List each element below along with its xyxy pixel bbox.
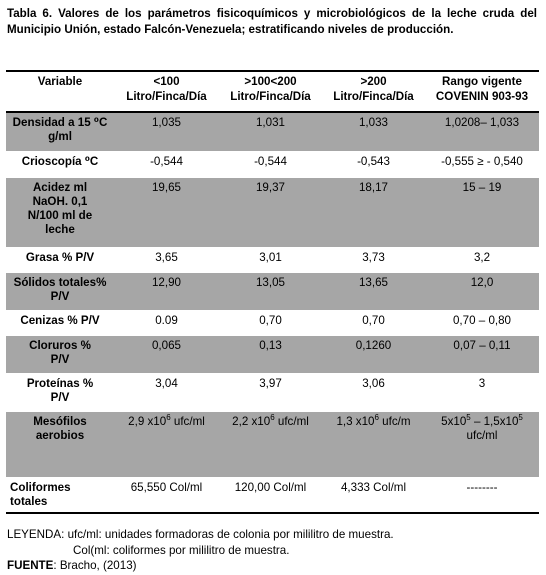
data-table bbox=[6, 70, 539, 514]
cell-value: 3,01 bbox=[259, 250, 282, 264]
source-label: FUENTE bbox=[7, 559, 54, 572]
table-notes bbox=[7, 527, 394, 574]
cell-value: 1,3 $x10^6$ ufc/m bbox=[322, 411, 425, 477]
cell-value: 1,0208– 1,033 bbox=[425, 112, 539, 151]
header-covenin-range: Rango vigente COVENIN 903-93 bbox=[435, 75, 529, 103]
table-row bbox=[6, 335, 539, 373]
cell-value: -0,543 bbox=[357, 154, 390, 168]
source-text: : Bracho, (2013) bbox=[53, 559, 137, 572]
table-row bbox=[6, 373, 539, 411]
table-row bbox=[6, 411, 539, 477]
row-label: Cloruros % P/V bbox=[6, 335, 114, 373]
cell-value: 65,550 Col/ml bbox=[130, 480, 203, 494]
cell-value: 1,031 bbox=[219, 112, 322, 151]
cell-value: 0,13 bbox=[219, 335, 322, 373]
table-row bbox=[6, 112, 539, 151]
header-above-200: >200 Litro/Finca/Día bbox=[333, 75, 414, 103]
cell-value: -0,555 ≥ - 0,540 bbox=[441, 154, 523, 168]
cell-value: 2,2 $x10^6$ ufc/ml bbox=[219, 411, 322, 477]
source-line bbox=[7, 558, 394, 574]
cell-value: 4,333 Col/ml bbox=[340, 480, 407, 494]
cell-value: 15 – 19 bbox=[425, 177, 539, 247]
cell-value: 3 bbox=[478, 376, 486, 390]
header-below-100: <100 Litro/Finca/Día bbox=[126, 75, 207, 103]
cell-value: 120,00 Col/ml bbox=[234, 480, 307, 494]
row-label: Sólidos totales% P/V bbox=[6, 272, 114, 310]
row-label: Coliformes totales bbox=[10, 480, 71, 508]
table-row bbox=[6, 177, 539, 247]
row-label: Densidad a 15 ⁰C g/ml bbox=[6, 112, 114, 151]
cell-value: 19,65 bbox=[114, 177, 219, 247]
table-row bbox=[6, 310, 539, 335]
cell-value: 19,37 bbox=[219, 177, 322, 247]
cell-value: -------- bbox=[466, 480, 498, 494]
row-label: Proteínas % P/V bbox=[26, 376, 94, 404]
row-label: Cenizas % P/V bbox=[20, 313, 100, 327]
cell-value: 0,70 – 0,80 bbox=[452, 313, 512, 327]
cell-value: 1,035 bbox=[114, 112, 219, 151]
cell-value: 0,70 bbox=[259, 313, 282, 327]
header-100-200: >100<200 Litro/Finca/Día bbox=[230, 75, 311, 103]
cell-value: 12,0 bbox=[425, 272, 539, 310]
cell-value: 0,065 bbox=[114, 335, 219, 373]
cell-value: 3,97 bbox=[259, 376, 282, 390]
cell-value: 3,73 bbox=[362, 250, 385, 264]
row-label: Mesófilos aerobios bbox=[6, 411, 114, 477]
cell-value: -0,544 bbox=[150, 154, 183, 168]
header-variable: Variable bbox=[37, 75, 83, 88]
cell-value: 3,06 bbox=[362, 376, 385, 390]
table-row bbox=[6, 272, 539, 310]
cell-value: 2,9 $x10^6$ ufc/ml bbox=[114, 411, 219, 477]
row-label: Acidez ml NaOH. 0,1 N/100 ml de leche bbox=[6, 177, 114, 247]
table-row bbox=[6, 247, 539, 272]
legend-line: Col(ml: coliformes por mililitro de muestra. bbox=[73, 543, 290, 557]
cell-value: 12,90 bbox=[114, 272, 219, 310]
cell-value: 3,65 bbox=[155, 250, 178, 264]
table-header bbox=[6, 71, 539, 112]
cell-value: 0,07 – 0,11 bbox=[425, 335, 539, 373]
cell-value: 13,05 bbox=[219, 272, 322, 310]
row-label: Grasa % P/V bbox=[25, 250, 95, 264]
cell-value: 3,2 bbox=[473, 250, 491, 264]
legend-line: LEYENDA: ufc/ml: unidades formadoras de colonia por mililitro de muestra. bbox=[7, 528, 394, 541]
cell-value: 1,033 bbox=[322, 112, 425, 151]
cell-value: 0.09 bbox=[155, 313, 178, 327]
cell-value: 3,04 bbox=[155, 376, 178, 390]
table-row bbox=[6, 151, 539, 177]
cell-value: $5x10^5 - 1,5x10^5$ ufc/ml bbox=[425, 411, 539, 477]
cell-value: 18,17 bbox=[322, 177, 425, 247]
cell-value: 13,65 bbox=[322, 272, 425, 310]
cell-value: 0,70 bbox=[362, 313, 385, 327]
cell-value: 0,1260 bbox=[322, 335, 425, 373]
cell-value: -0,544 bbox=[254, 154, 287, 168]
table-caption: Tabla 6. Valores de los parámetros fisicoquímicos y microbiológicos de la leche cruda del Municipio Unión, estado Falcón-Venezuela; estratificando niveles de producción. bbox=[7, 7, 537, 36]
row-label: Crioscopía ⁰C bbox=[21, 154, 99, 168]
table-row bbox=[6, 477, 539, 513]
